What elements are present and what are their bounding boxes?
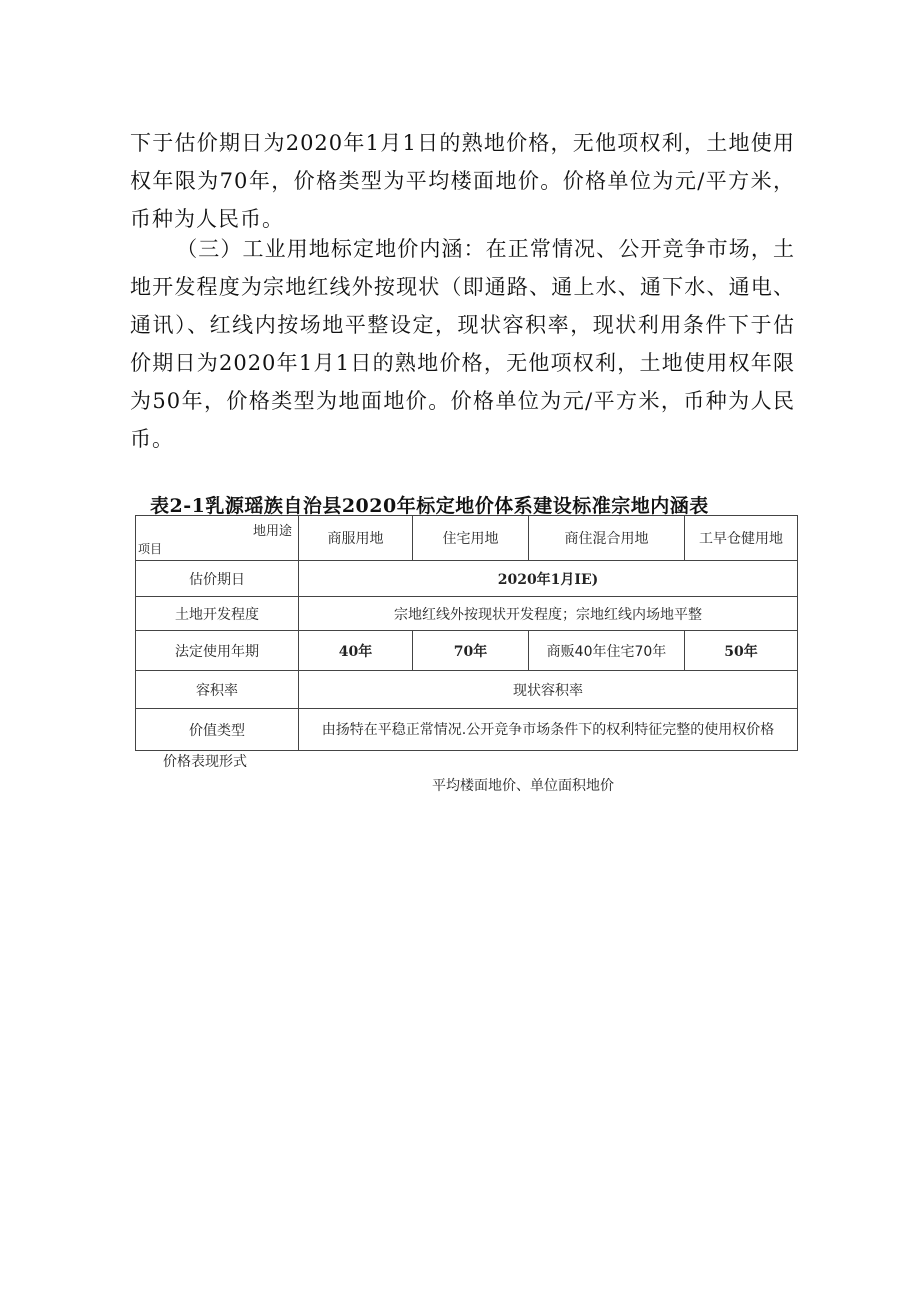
row-value: 由扬特在平稳正常情况.公开竞争市场条件下的权利特征完整的使用权价格 [299, 709, 798, 751]
term-industrial: 50年 [685, 631, 798, 671]
header-residential: 住宅用地 [413, 516, 529, 561]
land-price-table [135, 515, 798, 751]
header-commercial: 商服用地 [299, 516, 413, 561]
table-caption: 表2-1乳源瑶族自治县2020年标定地价体系建设标准宗地内涵表 [150, 495, 709, 517]
paragraph-industrial: （三）工业用地标定地价内涵：在正常情况、公开竞争市场，土地开发程度为宗地红线外按现状（即通路、通上水、通下水、通电、通讯）、红线内按场地平整设定，现状容积率，现状利用条件下于估价期日为2020年1月1日的熟地价格，无他项权利，土地使用权年限为50年，价格类型为地面地价。价格单位为元/平方米，币种为人民币。 [130, 237, 795, 451]
term-mixed: 商贩40年住宅70年 [529, 631, 685, 671]
header-land-use: 地用途 [252, 524, 292, 539]
header-industrial: 工早仓健用地 [685, 516, 798, 561]
row-value: 宗地红线外按现状开发程度；宗地红线内场地平整 [299, 597, 798, 631]
table-row-development [136, 597, 798, 631]
price-form-label: 价格表现形式 [163, 754, 247, 770]
table-row-far [136, 671, 798, 709]
row-value: 2020年1月IE) [299, 561, 798, 597]
row-label: 容积率 [136, 671, 299, 709]
table-row-date [136, 561, 798, 597]
term-residential: 70年 [413, 631, 529, 671]
table-row-value-type [136, 709, 798, 751]
row-label: 土地开发程度 [136, 597, 299, 631]
row-value: 现状容积率 [299, 671, 798, 709]
price-form-value: 平均楼面地价、单位面积地价 [432, 778, 614, 794]
diagonal-header-cell [136, 516, 299, 561]
row-label: 价值类型 [136, 709, 299, 751]
row-label: 法定使用年期 [136, 631, 299, 671]
table-header-row [136, 516, 798, 561]
row-label: 估价期日 [136, 561, 299, 597]
header-mixed: 商住混合用地 [529, 516, 685, 561]
paragraph-residential-tail: 下于估价期日为2020年1月1日的熟地价格，无他项权利，土地使用权年限为70年，价格类型为平均楼面地价。价格单位为元/平方米，币种为人民币。 [130, 131, 795, 231]
table-row-term [136, 631, 798, 671]
term-commercial: 40年 [299, 631, 413, 671]
header-item: 项目 [138, 542, 163, 556]
